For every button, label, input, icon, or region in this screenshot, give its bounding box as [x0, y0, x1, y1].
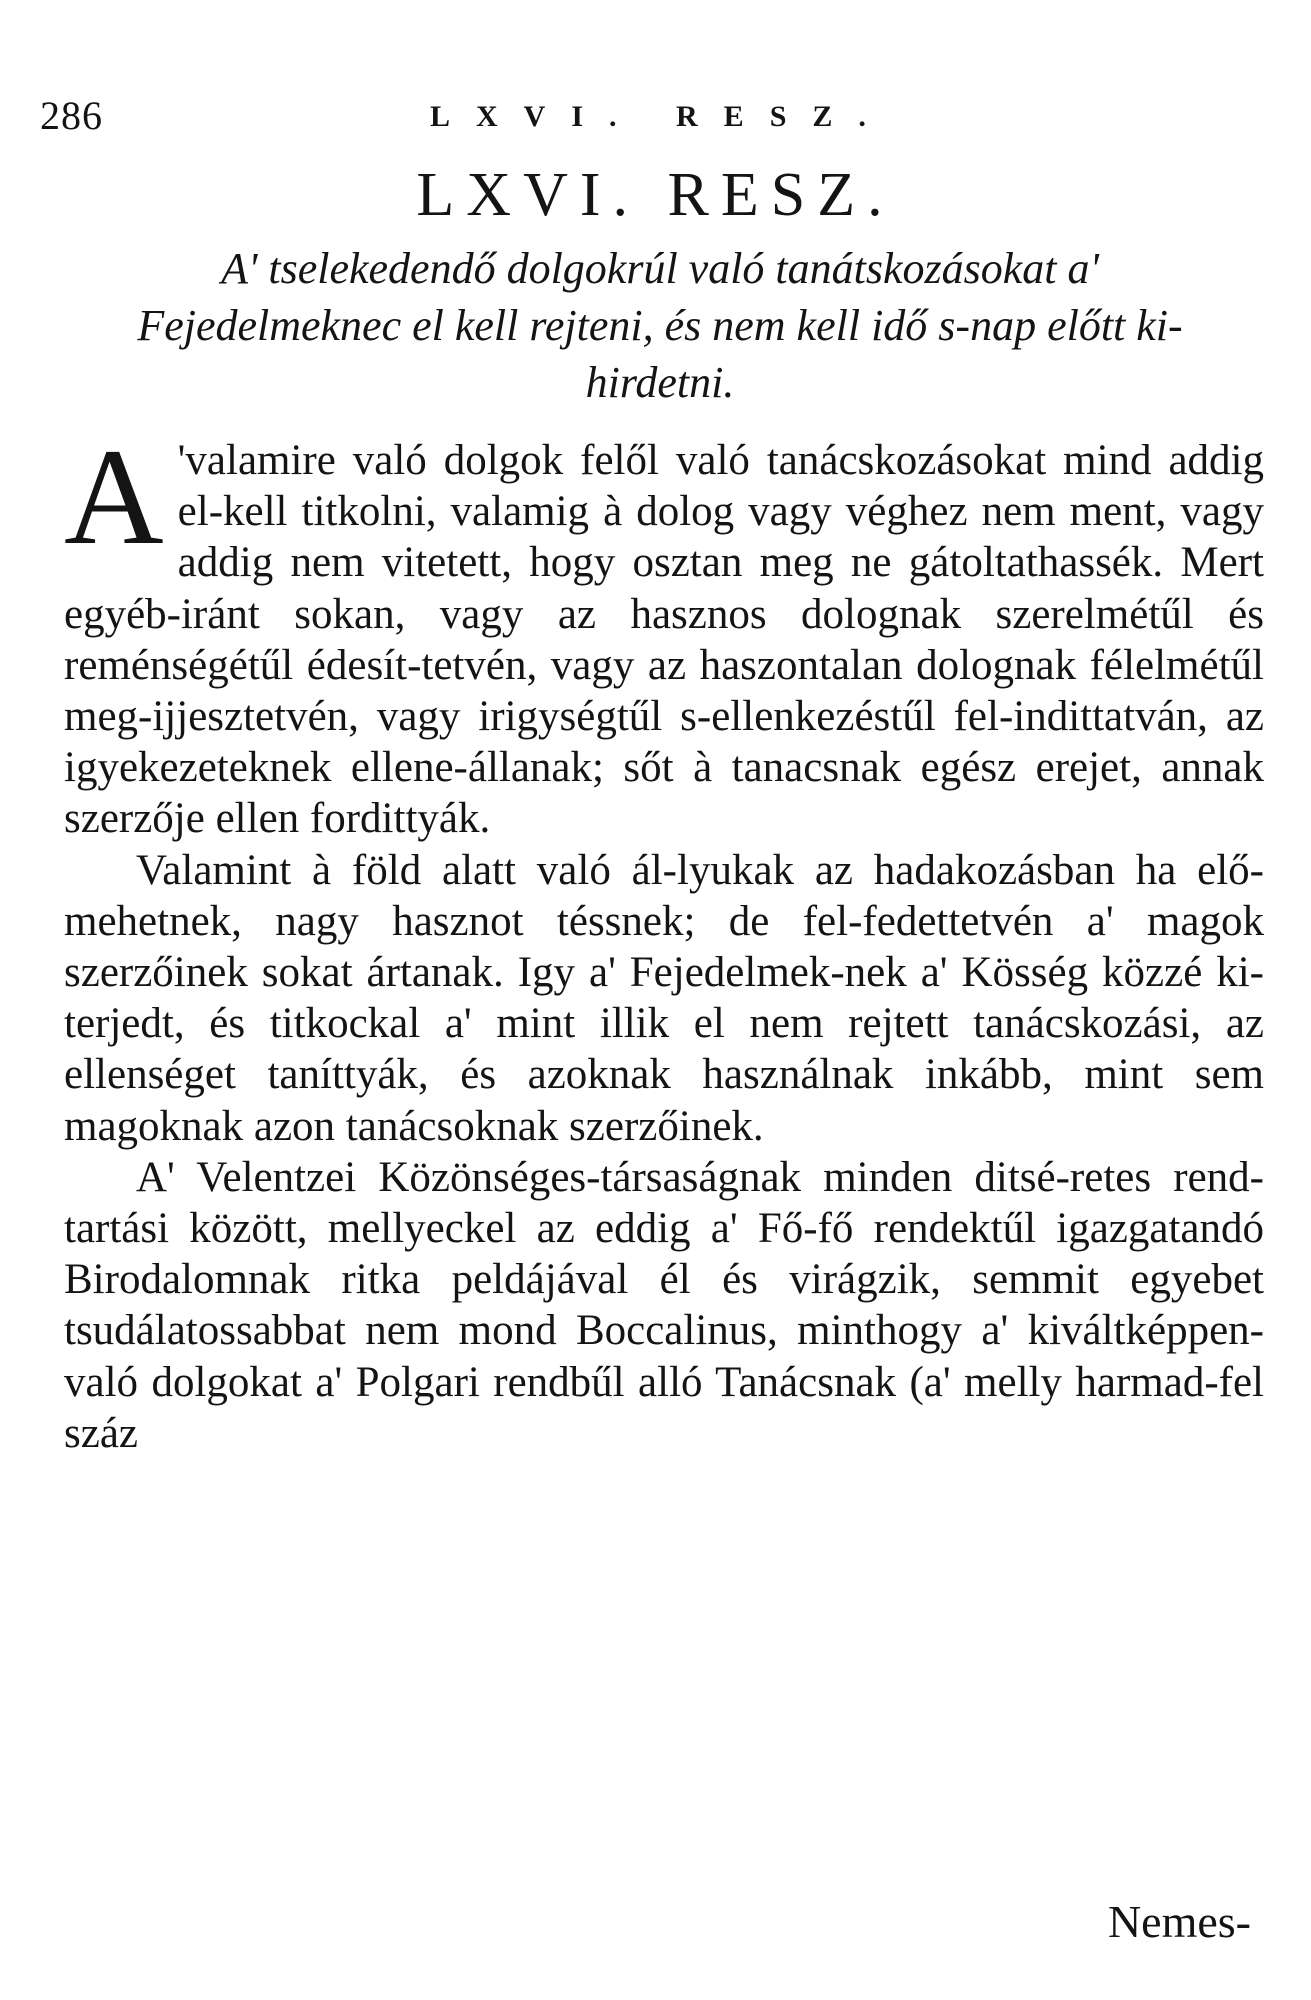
paragraph: A' Velentzei Közönséges-társaságnak minden ditsé-retes rend-tartási között, mellyeckel az eddig a' Fő-fő rendektűl igazgatandó Birodalomnak ritka peldájával él és virágzik, semmit egyebet tsudálatossabbat nem mond Boccalinus, minthogy a' kiváltképpen-való dolgokat a' Polgari rendbűl alló Tanácsnak (a' melly harmad-fel száz [64, 1153, 1264, 1457]
paragraph-text: 'valamire való dolgok felől való tanácskozásokat mind addig el-kell titkolni, valamig à dolog vagy véghez nem ment, vagy addig nem vitetett, hogy osztan meg ne gátoltathassék. Mert egyéb-iránt sokan, vagy az hasznos dolognak szerelmétűl és reménségétűl édesít-tetvén, vagy az haszontalan dolognak félelmétűl meg-ijjesztetvén, vagy irigységtűl s-ellenkezéstűl fel-indittatván, az igyekezeteknek ellene-állanak; sőt à tanacsnak egész erejet, annak szerzője ellen fordittyák. [64, 437, 1264, 843]
catchword: Nemes- [1107, 1896, 1251, 1947]
chapter-summary: A' tselekedendő dolgokrúl való tanátskozásokat a' Fejedelmeknec el kell rejteni, és nem kell idő s-nap előtt ki-hirdetni. [137, 244, 1183, 407]
paragraph [64, 420, 1264, 845]
chapter-heading: LXVI. RESZ. [416, 161, 895, 229]
drop-cap-initial: A [64, 420, 164, 573]
running-title: LXVI. RESZ. [430, 100, 892, 133]
page-number: 286 [40, 93, 103, 138]
running-head [40, 92, 1270, 152]
body-text [64, 420, 1264, 1459]
paragraph: Valamint à föld alatt való ál-lyukak az hadakozásban ha elő-mehetnek, nagy hasznot téssnek; de fel-fedettetvén a' magok szerzőinek sokat ártanak. Igy a' Fejedelmek-nek a' Kösség közzé ki-terjedt, és titkockal a' mint illik el nem rejtett tanácskozási, az ellenséget taníttyák, és azoknak használnak inkább, mint sem magoknak azon tanácsoknak szerzőinek. [64, 846, 1264, 1150]
